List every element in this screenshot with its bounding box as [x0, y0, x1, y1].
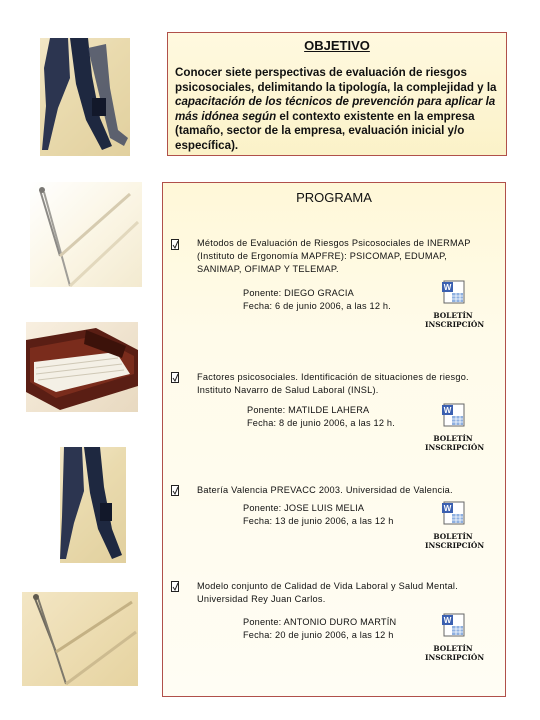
compass-photo — [30, 182, 142, 287]
registration-form-label[interactable] — [425, 532, 485, 550]
program-item-4-line2: Universidad Rey Juan Carlos. — [197, 594, 326, 604]
svg-text:W: W — [443, 406, 452, 415]
word-document-icon[interactable] — [441, 403, 465, 427]
program-title: PROGRAMA — [296, 190, 372, 205]
registration-form-link[interactable] — [425, 403, 485, 452]
program-item-3-title — [197, 484, 502, 497]
speaker-name: Ponente: JOSE LUIS MELIA — [243, 503, 365, 513]
form-label-line1[interactable]: BOLETÍN — [433, 532, 473, 541]
walking-businessmen-photo — [60, 447, 126, 563]
program-item-2-speaker — [247, 404, 395, 430]
session-date: Fecha: 6 de junio 2006, a las 12 h. — [243, 301, 391, 311]
program-item-1-title — [197, 237, 502, 276]
program-item-1-line2: (Instituto de Ergonomía MAPFRE): PSICOMAP, EDUMAP, — [197, 251, 448, 261]
registration-form-link[interactable] — [425, 280, 485, 329]
program-item-1-line3: SANIMAP, OFIMAP Y TELEMAP. — [197, 264, 339, 274]
form-label-line1[interactable]: BOLETÍN — [433, 311, 473, 320]
checkbox-bullet-icon — [171, 372, 179, 383]
objective-box — [167, 32, 507, 156]
session-date: Fecha: 8 de junio 2006, a las 12 h. — [247, 418, 395, 428]
program-item-3-speaker — [243, 502, 394, 528]
word-document-icon[interactable] — [441, 613, 465, 637]
program-item-4-speaker — [243, 616, 396, 642]
program-item-3-line1: Batería Valencia PREVACC 2003. Universidad de Valencia. — [197, 485, 453, 495]
program-item-4-title — [197, 580, 502, 606]
form-label-line2[interactable]: INSCRIPCIÓN — [425, 653, 485, 662]
form-label-line1[interactable]: BOLETÍN — [433, 644, 473, 653]
speaker-name: Ponente: ANTONIO DURO MARTÍN — [243, 617, 397, 627]
svg-text:W: W — [443, 616, 452, 625]
word-document-icon[interactable] — [441, 280, 465, 304]
program-box — [162, 182, 506, 697]
checkbox-bullet-icon — [171, 239, 179, 250]
session-date: Fecha: 13 de junio 2006, a las 12 h — [243, 516, 394, 526]
speaker-name: Ponente: DIEGO GRACIA — [243, 288, 354, 298]
registration-form-label[interactable] — [425, 644, 485, 662]
objective-title: OBJETIVO — [304, 38, 370, 53]
compass-photo — [22, 592, 138, 686]
walking-businessmen-photo — [40, 38, 130, 156]
form-label-line1[interactable]: BOLETÍN — [433, 434, 473, 443]
word-document-icon[interactable] — [441, 501, 465, 525]
svg-text:W: W — [443, 504, 452, 513]
program-item-2-line2: Instituto Navarro de Salud Laboral (INSL). — [197, 385, 379, 395]
form-label-line2[interactable]: INSCRIPCIÓN — [425, 443, 485, 452]
session-date: Fecha: 20 de junio 2006, a las 12 h — [243, 630, 394, 640]
leather-folder-photo — [26, 322, 138, 412]
form-label-line2[interactable]: INSCRIPCIÓN — [425, 320, 485, 329]
program-item-1-line1: Métodos de Evaluación de Riesgos Psicosociales de INERMAP — [197, 238, 471, 248]
registration-form-label[interactable] — [425, 434, 485, 452]
objective-text-start: Conocer siete perspectivas de evaluación de riesgos psicosociales, delimitando la tipología, la complejidad y la — [175, 66, 497, 94]
program-item-2-line1: Factores psicosociales. Identificación de situaciones de riesgo. — [197, 372, 469, 382]
program-item-4-line1: Modelo conjunto de Calidad de Vida Laboral y Salud Mental. — [197, 581, 459, 591]
form-label-line2[interactable]: INSCRIPCIÓN — [425, 541, 485, 550]
objective-text-emphasis: capacitación de los técnicos de prevención para aplicar la más idónea según — [175, 95, 496, 123]
objective-text-end: el contexto existente en la empresa (tamaño, sector de la empresa, evaluación inicial y/o específica). — [175, 109, 475, 152]
registration-form-label[interactable] — [425, 311, 485, 329]
objective-text — [175, 66, 500, 154]
registration-form-link[interactable] — [425, 501, 485, 550]
speaker-name: Ponente: MATILDE LAHERA — [247, 405, 370, 415]
program-item-1-speaker — [243, 287, 391, 313]
checkbox-bullet-icon — [171, 485, 179, 496]
svg-text:W: W — [443, 283, 452, 292]
registration-form-link[interactable] — [425, 613, 485, 662]
checkbox-bullet-icon — [171, 581, 179, 592]
program-item-2-title — [197, 371, 502, 397]
